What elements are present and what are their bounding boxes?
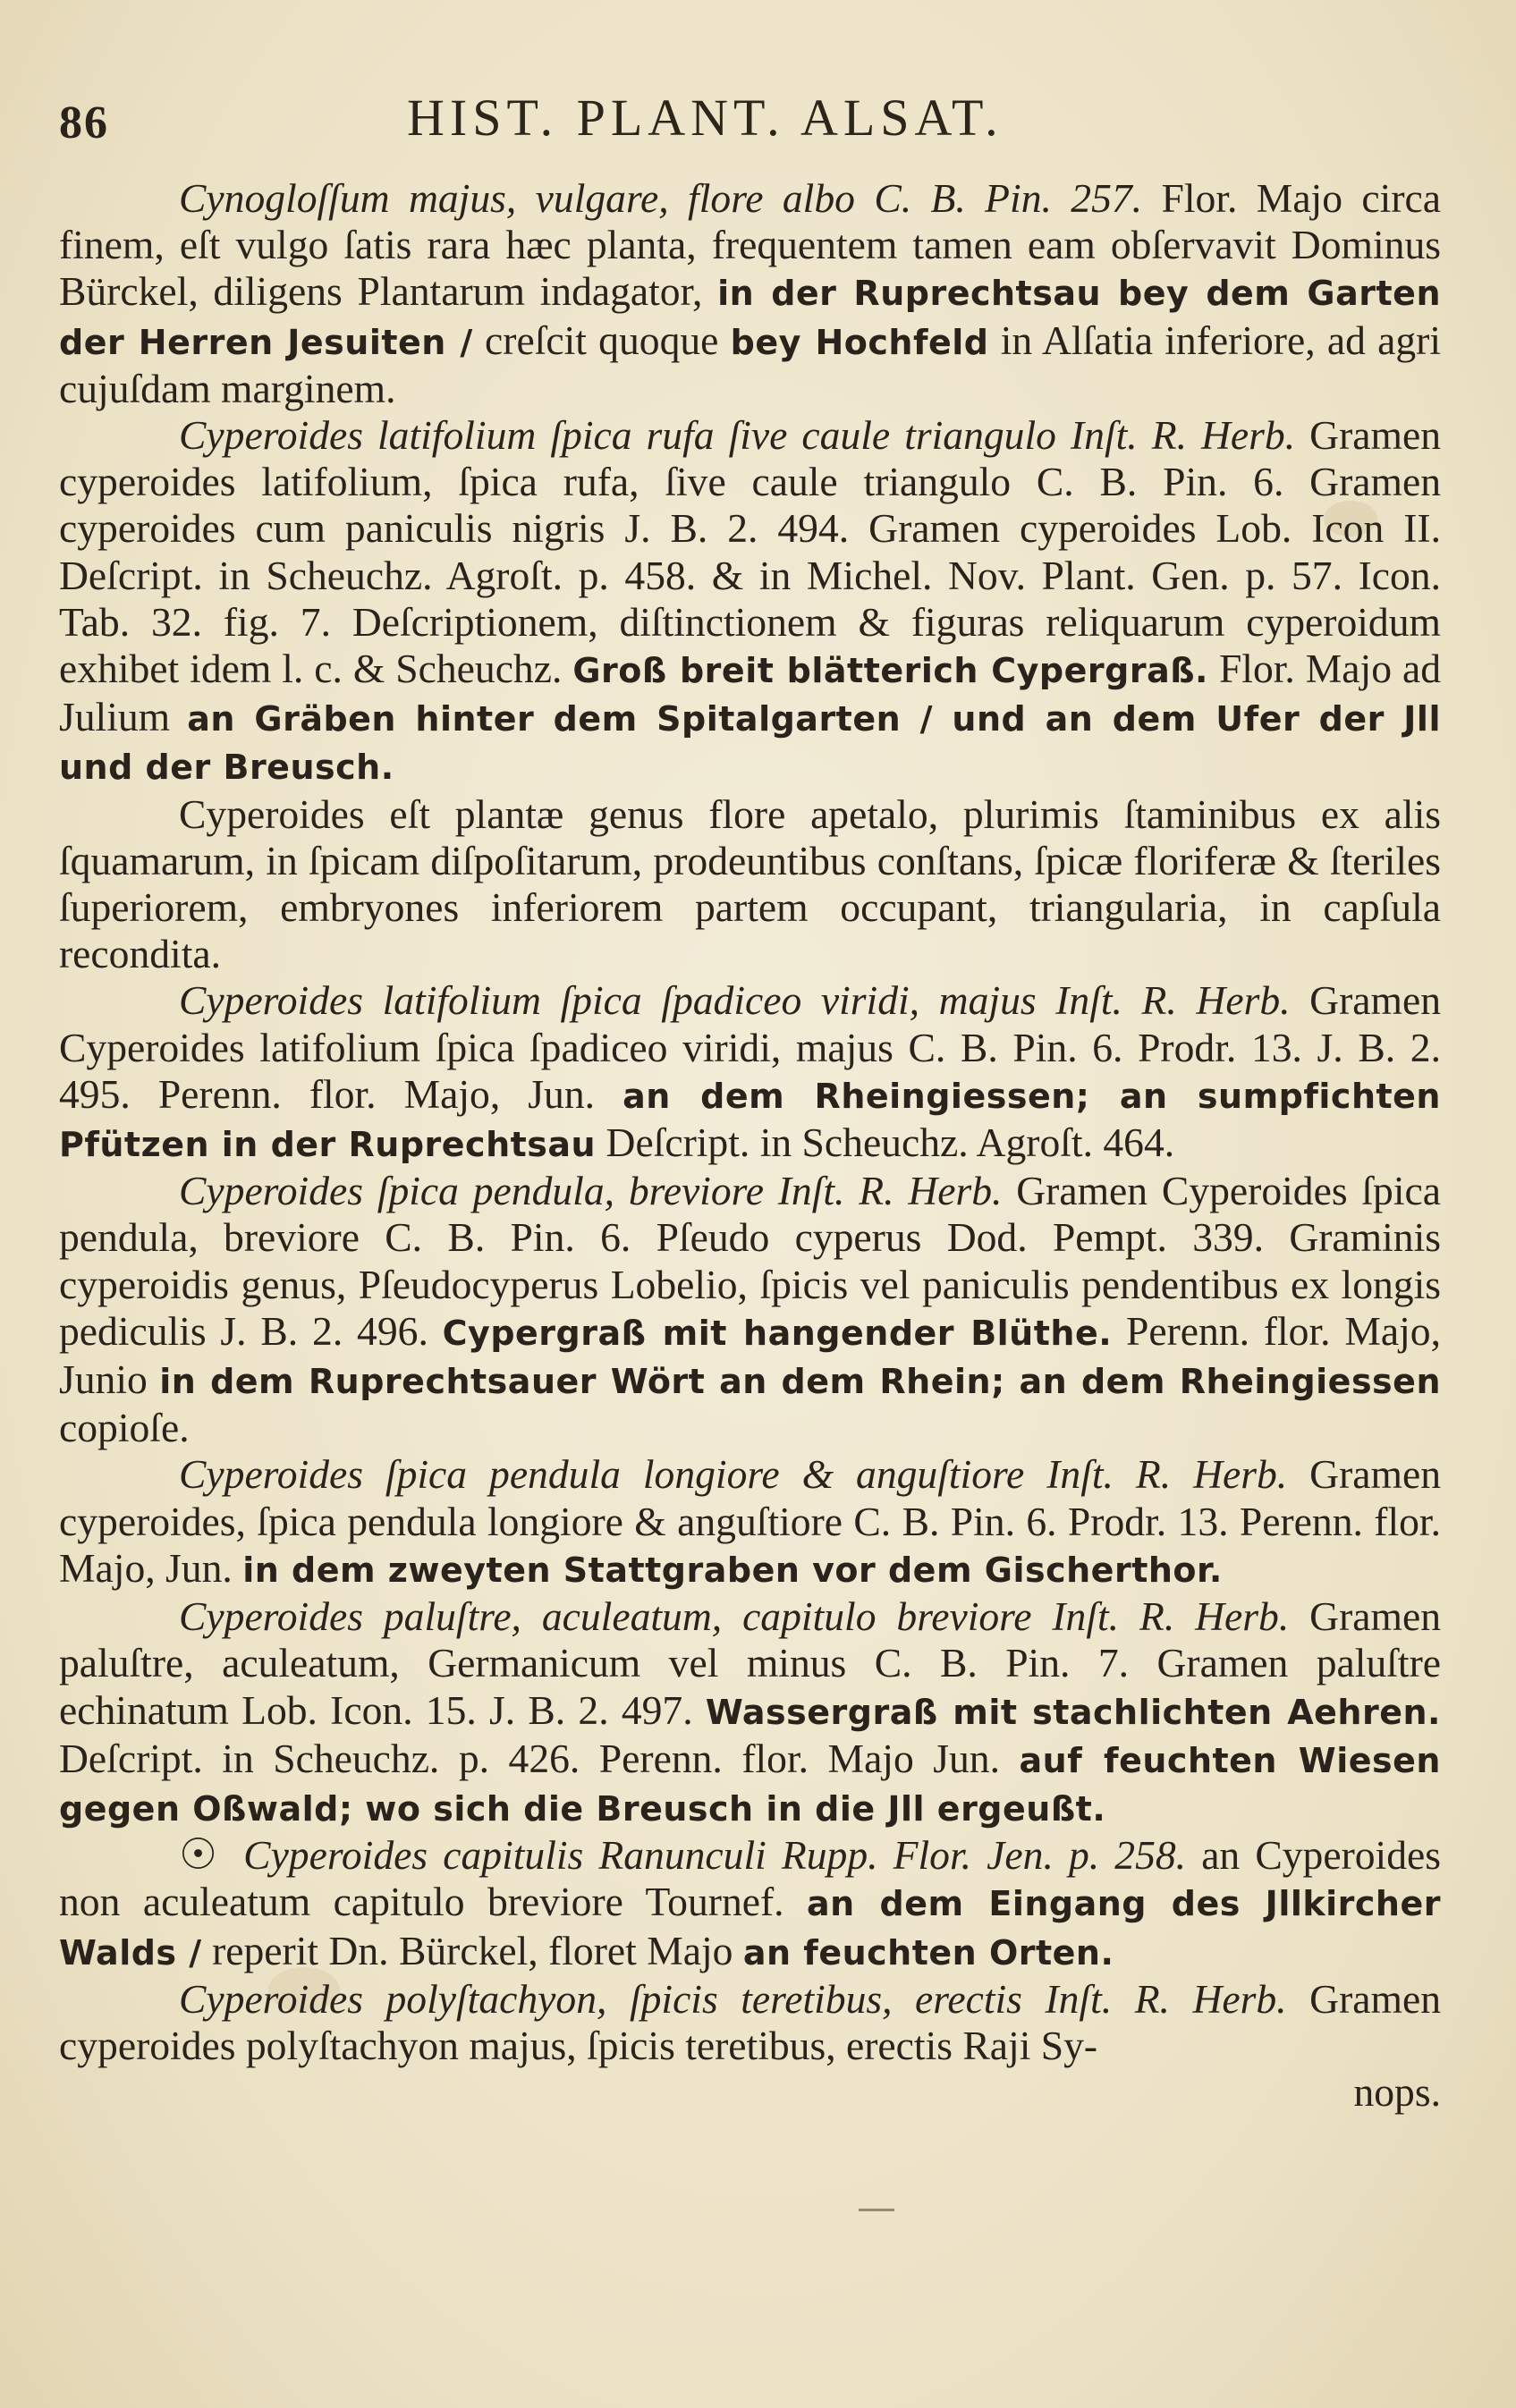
entry-heading: Cyperoides paluſtre, aculeatum, capitulo breviore Inſt. R. Herb. xyxy=(179,1593,1290,1640)
entry-cyperoides-latifolium-rufa xyxy=(59,412,1441,977)
german-text: an Gräben hinter dem Spitalgarten / und an dem Ufer der Jll und der Breusch. xyxy=(59,699,1441,788)
sun-symbol-icon: ☉ xyxy=(179,1831,218,1880)
latin-text: creſcit quoque xyxy=(485,317,719,363)
entry-cyperoides-palustre xyxy=(59,1593,1441,1832)
running-head: HIST. PLANT. ALSAT. xyxy=(407,89,1004,147)
german-text: an dem Eingang des Jllkircher Walds / xyxy=(59,1884,1441,1973)
latin-text: Gramen paluſtre, aculeatum, Germanicum vel minus C. B. Pin. 7. Gramen paluſtre echinatum Lob. Icon. 15. J. B. 2. 497. xyxy=(59,1593,1441,1733)
latin-text: Gramen cyperoides latifolium, ſpica rufa, ſive caule triangulo C. B. Pin. 6. Gramen cyperoides cum paniculis nigris J. B. 2. 494. Gramen cyperoides Lob. Icon II. Deſcript. in Scheuchz. Agroſt. p. 458. & in Michel. Nov. Plant. Gen. p. 57. Icon. Tab. 32. fig. 7. Deſcriptionem, diſtinctionem & figuras reliquarum cyperoidum exhibet idem l. c. & Scheuchz. xyxy=(59,412,1442,692)
latin-text: Flor. Majo circa finem, eſt vulgo ſatis rara hæc planta, frequentem tamen eam obſervavit Dominus Bürckel, diligens Plantarum indagator, xyxy=(59,175,1441,315)
entry-cyperoides-spadiceo xyxy=(59,977,1441,1168)
latin-text: in Alſatia inferiore, ad agri cujuſdam marginem. xyxy=(59,317,1441,411)
latin-text: Deſcript. in Scheuchz. Agroſt. 464. xyxy=(606,1120,1175,1166)
latin-text: Gramen cyperoides, ſpica pendula longiore & anguſtiore C. B. Pin. 6. Prodr. 13. Perenn. flor. Majo, Jun. xyxy=(59,1451,1442,1591)
latin-text: Gramen Cyperoides latifolium ſpica ſpadiceo viridi, majus C. B. Pin. 6. Prodr. 13. J. B. 2. 495. Perenn. flor. Majo, Jun. xyxy=(59,977,1441,1117)
german-text: Wassergraß mit stachlichten Aehren. xyxy=(705,1692,1441,1732)
catchword: nops. xyxy=(1353,2069,1441,2116)
entry-cyperoides-pendula-breviore xyxy=(59,1168,1441,1451)
page-body xyxy=(59,175,1441,2116)
latin-text: Deſcript. in Scheuchz. p. 426. Perenn. flor. Majo Jun. xyxy=(59,1735,1000,1781)
entry-heading: Cyperoides ſpica pendula, breviore Inſt. R. Herb. xyxy=(179,1168,1003,1214)
entry-cyperoides-ranunculi xyxy=(59,1832,1441,1976)
latin-text: reperit Dn. Bürckel, floret Majo xyxy=(212,1927,733,1973)
entry-heading: Cynogloſſum majus, vulgare, flore albo C. B. Pin. 257. xyxy=(179,175,1143,221)
german-text: auf feuchten Wiesen gegen Oßwald; wo sich die Breusch in die Jll ergeußt. xyxy=(59,1740,1441,1829)
entry-heading: Cyperoides ſpica pendula longiore & anguſtiore Inſt. R. Herb. xyxy=(179,1451,1288,1498)
german-text: Groß breit blätterich Cypergraß. xyxy=(572,651,1208,691)
latin-text: Perenn. flor. Majo, Junio xyxy=(59,1307,1442,1403)
latin-text: Flor. Majo ad Julium xyxy=(59,646,1441,740)
latin-text: Gramen Cyperoides ſpica pendula, breviore C. B. Pin. 6. Pſeudo cyperus Dod. Pempt. 339. Graminis cyperoidis genus, Pſeudocyperus Lobelio, ſpicis vel paniculis pendentibus ex longis pediculis J. B. 2. 496. xyxy=(59,1168,1441,1354)
german-text: in der Ruprechtsau bey dem Garten der Herren Jesuiten / xyxy=(59,274,1441,362)
page-number: 86 xyxy=(59,97,109,148)
printer-mark xyxy=(859,2209,894,2211)
entry-cyperoides-polystachyon xyxy=(59,1976,1441,2117)
german-text: in dem Ruprechtsauer Wört an dem Rhein; an dem Rheingiessen xyxy=(159,1362,1441,1402)
entry-cyperoides-pendula-longiore xyxy=(59,1451,1441,1593)
entry-heading: Cyperoides polyſtachyon, ſpicis teretibus, erectis Inſt. R. Herb. xyxy=(179,1975,1287,2022)
german-text: an feuchten Orten. xyxy=(742,1932,1114,1973)
genus-description: Cyperoides eſt plantæ genus flore apetalo, plurimis ſtaminibus ex alis ſquamarum, in ſpicam diſpoſitarum, prodeuntibus conſtans, ſpicæ floriferæ & ſteriles ſuperiorem, embryones inferiorem partem occupant, triangularia, in capſula recondita. xyxy=(59,790,1441,977)
latin-text: an Cyperoides non aculeatum capitulo breviore Tournef. xyxy=(59,1832,1441,1925)
german-text: an dem Rheingiessen; an sumpfichten Pfützen in der Ruprechtsau xyxy=(59,1076,1441,1165)
german-text: in dem zweyten Stattgraben vor dem Gischerthor. xyxy=(242,1550,1223,1590)
entry-heading: Cyperoides capitulis Ranunculi Rupp. Flor. Jen. p. 258. xyxy=(243,1832,1187,1879)
german-text: bey Hochfeld xyxy=(730,322,989,362)
latin-text: Gramen cyperoides polyſtachyon majus, ſpicis teretibus, erectis Raji Sy- xyxy=(59,1975,1441,2068)
latin-text: copioſe. xyxy=(59,1405,190,1451)
entry-cynoglossum xyxy=(59,175,1441,412)
german-text: Cypergraß mit hangender Blüthe. xyxy=(442,1313,1113,1353)
entry-heading: Cyperoides latifolium ſpica ſpadiceo viridi, majus Inſt. R. Herb. xyxy=(179,977,1291,1024)
entry-heading: Cyperoides latifolium ſpica rufa ſive caule triangulo Inſt. R. Herb. xyxy=(179,412,1296,459)
